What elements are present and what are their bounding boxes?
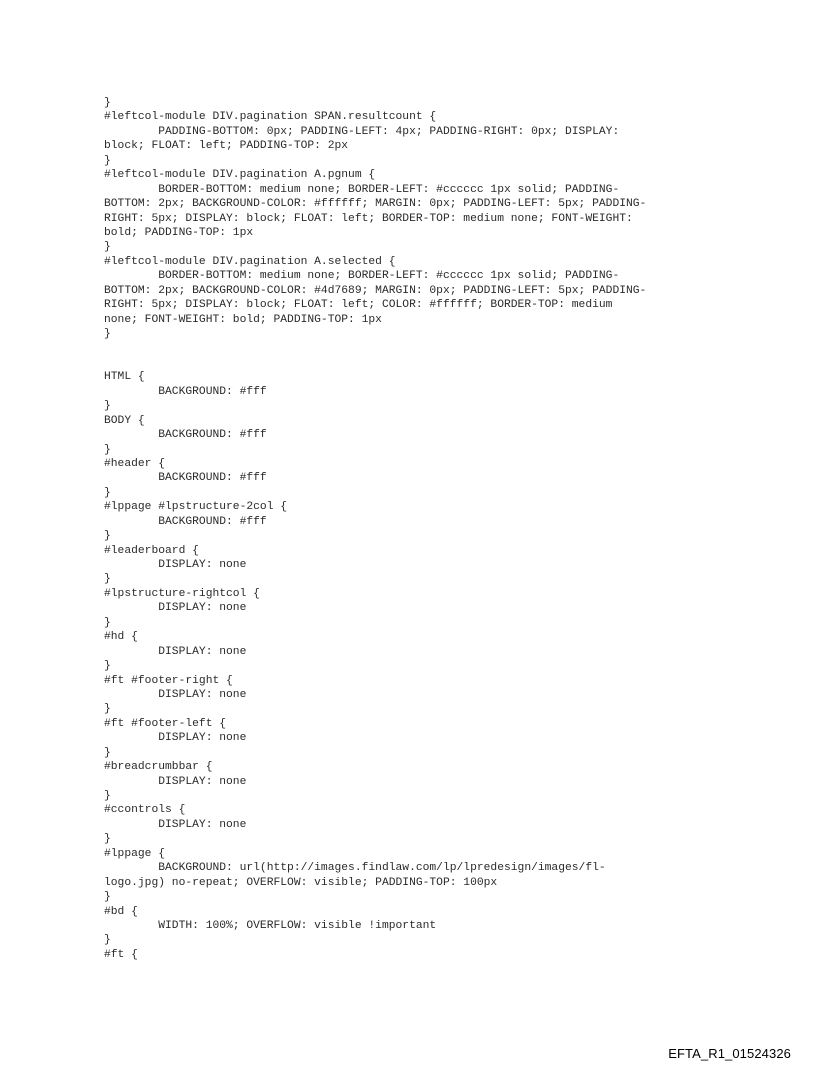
- code-line: HTML {: [104, 371, 145, 384]
- code-listing: [104, 96, 646, 962]
- code-line: #bd {: [104, 905, 138, 918]
- code-line: BORDER-BOTTOM: medium none; BORDER-LEFT: #cccccc 1px solid; PADDING-: [104, 183, 620, 196]
- code-line: #leaderboard {: [104, 544, 199, 557]
- code-line: #hd {: [104, 631, 138, 644]
- code-line: #header {: [104, 457, 166, 470]
- code-line: RIGHT: 5px; DISPLAY: block; FLOAT: left; BORDER-TOP: medium none; FONT-WEIGHT:: [104, 212, 633, 225]
- code-line: }: [104, 530, 111, 543]
- code-line: }: [104, 934, 111, 947]
- code-line: #leftcol-module DIV.pagination A.selected {: [104, 255, 396, 268]
- code-line: BACKGROUND: #fff: [104, 385, 267, 398]
- code-line: #ft #footer-left {: [104, 717, 227, 730]
- code-line: }: [104, 573, 111, 586]
- code-line: BACKGROUND: #fff: [104, 515, 267, 528]
- code-line: }: [104, 154, 111, 167]
- code-line: PADDING-BOTTOM: 0px; PADDING-LEFT: 4px; PADDING-RIGHT: 0px; DISPLAY:: [104, 125, 620, 138]
- code-line: BODY {: [104, 414, 145, 427]
- code-line: [104, 341, 646, 355]
- code-line: }: [104, 616, 111, 629]
- code-line: #leftcol-module DIV.pagination A.pgnum {: [104, 169, 376, 182]
- code-line: BORDER-BOTTOM: medium none; BORDER-LEFT: #cccccc 1px solid; PADDING-: [104, 270, 620, 283]
- code-line: DISPLAY: none: [104, 688, 247, 701]
- code-line: WIDTH: 100%; OVERFLOW: visible !important: [104, 919, 437, 932]
- code-line: none; FONT-WEIGHT: bold; PADDING-TOP: 1px: [104, 313, 382, 326]
- code-line: DISPLAY: none: [104, 645, 247, 658]
- code-line: }: [104, 746, 111, 759]
- code-line: #lppage #lpstructure-2col {: [104, 501, 288, 514]
- code-line: }: [104, 833, 111, 846]
- code-line: DISPLAY: none: [104, 559, 247, 571]
- code-line: BACKGROUND: url(http://images.findlaw.com/lp/lpredesign/images/fl-: [104, 862, 606, 875]
- code-line: #ft #footer-right {: [104, 674, 233, 687]
- code-line: block; FLOAT: left; PADDING-TOP: 2px: [104, 140, 349, 153]
- code-line: BACKGROUND: #fff: [104, 429, 267, 442]
- code-line: [104, 356, 646, 370]
- code-line: bold; PADDING-TOP: 1px: [104, 226, 254, 239]
- code-line: DISPLAY: none: [104, 818, 247, 831]
- code-line: #ccontrols {: [104, 804, 186, 817]
- document-id: EFTA_R1_01524326: [668, 1046, 791, 1061]
- code-line: #ft {: [104, 948, 138, 961]
- code-line: DISPLAY: none: [104, 602, 247, 615]
- code-line: #lpstructure-rightcol {: [104, 587, 260, 600]
- code-line: }: [104, 400, 111, 413]
- code-line: BOTTOM: 2px; BACKGROUND-COLOR: #ffffff; MARGIN: 0px; PADDING-LEFT: 5px; PADDING-: [104, 198, 647, 211]
- code-line: BACKGROUND: #fff: [104, 472, 267, 485]
- code-line: }: [104, 891, 111, 904]
- code-line: }: [104, 443, 111, 456]
- code-line: }: [104, 790, 111, 802]
- code-line: DISPLAY: none: [104, 732, 247, 745]
- code-line: #breadcrumbbar {: [104, 761, 213, 774]
- code-line: #lppage {: [104, 847, 166, 860]
- code-line: }: [104, 703, 111, 716]
- code-line: RIGHT: 5px; DISPLAY: block; FLOAT: left; COLOR: #ffffff; BORDER-TOP: medium: [104, 299, 613, 312]
- code-line: logo.jpg) no-repeat; OVERFLOW: visible; PADDING-TOP: 100px: [104, 876, 498, 889]
- code-line: DISPLAY: none: [104, 775, 247, 788]
- code-line: BOTTOM: 2px; BACKGROUND-COLOR: #4d7689; MARGIN: 0px; PADDING-LEFT: 5px; PADDING-: [104, 284, 647, 297]
- code-line: }: [104, 241, 111, 254]
- code-line: #leftcol-module DIV.pagination SPAN.resultcount {: [104, 111, 437, 124]
- code-line: }: [104, 97, 111, 109]
- code-line: }: [104, 486, 111, 499]
- code-line: }: [104, 328, 111, 340]
- code-line: }: [104, 660, 111, 673]
